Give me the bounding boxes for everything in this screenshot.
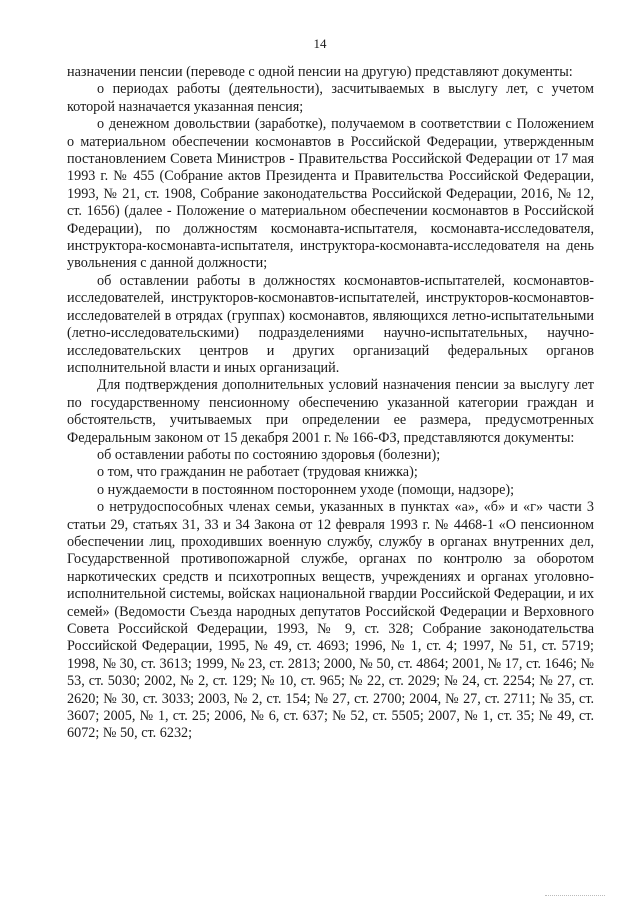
paragraph-leaving-work: об оставлении работы в должностях космонавтов-испытателей, космонавтов-исследователей, инструкторов-космонавтов-испытателей, инструкторов-космонавтов-исследователей в отрядах (группах) космонавтов, являющихся летно-испытательными (летно-исследовательскими) подразделениями научно-испытательных, научно-исследовательских центров и других организаций федеральных органов исполнительной власти и иных организаций.	[67, 272, 594, 376]
list-item-health: об оставлении работы по состоянию здоровья (болезни);	[97, 446, 441, 463]
page-number: 14	[313, 36, 327, 51]
list-item-care: о нуждаемости в постоянном постороннем уходе (помощи, надзоре);	[97, 481, 515, 498]
paragraph-additional-conditions: Для подтверждения дополнительных условий назначения пенсии за выслугу лет по государственному пенсионному обеспечению указанной категории граждан и обстоятельств, учитываемых при определении ее размера, предусмотренных Федеральным законом от 15 декабря 2001 г. № 166-ФЗ, представляются документы:	[67, 377, 594, 446]
paragraph-monetary-allowance: о денежном довольствии (заработке), получаемом в соответствии с Положением о материальном обеспечении космонавтов в Российской Федерации, утвержденным постановлением Совета Министров - Правительства Российской Федерации от 17 мая 1993 г. № 455 (Собрание актов Президента и Правительства Российской Федерации, 1993, № 21, ст. 1908, Собрание законодательства Российской Федерации, 2016, № 12, ст. 1656) (далее - Положение о материальном обеспечении космонавтов в Российской Федерации), по должностям космонавта-испытателя, космонавта-исследователя, инструктора-космонавта-испытателя, инструктора-космонавта-исследователя на день увольнения с данной должности;	[67, 116, 594, 272]
document-body	[67, 64, 594, 743]
paragraph-documents-intro: назначении пенсии (переводе с одной пенсии на другую) представляют документы:	[67, 64, 573, 80]
scan-artifact-line	[545, 895, 605, 899]
list-item-not-working: о том, что гражданин не работает (трудовая книжка);	[97, 464, 418, 481]
paragraph-work-periods: о периодах работы (деятельности), засчитываемых в выслугу лет, с учетом которой назначается указанная пенсия;	[67, 81, 594, 115]
list-item-family-members: о нетрудоспособных членах семьи, указанных в пунктах «а», «б» и «г» части 3 статьи 29, статьях 31, 33 и 34 Закона от 12 февраля 1993 г. № 4468-1 «О пенсионном обеспечении лиц, проходивших военную службу, службу в органах внутренних дел, Государственной противопожарной службе, органах по контролю за оборотом наркотических средств и психотропных веществ, учреждениях и органах уголовно-исполнительной системы, войсках национальной гвардии Российской Федерации, и их семей» (Ведомости Съезда народных депутатов Российской Федерации и Верховного Совета Российской Федерации, 1993, № 9, ст. 328; Собрание законодательства Российской Федерации, 1995, № 49, ст. 4693; 1996, № 1, ст. 4; 1997, № 51, ст. 5719; 1998, № 30, ст. 3613; 1999, № 23, ст. 2813; 2000, № 50, ст. 4864; 2001, № 17, ст. 1646; № 53, ст. 5030; 2002, № 2, ст. 129; № 10, ст. 965; № 22, ст. 2029; № 24, ст. 2254; № 27, ст. 2620; № 30, ст. 3033; 2003, № 2, ст. 154; № 27, ст. 2700; 2004, № 27, ст. 2711; № 35, ст. 3607; 2005, № 1, ст. 25; 2006, № 6, ст. 637; № 52, ст. 5505; 2007, № 1, ст. 35; № 49, ст. 6072; № 50, ст. 6232;	[67, 499, 594, 742]
